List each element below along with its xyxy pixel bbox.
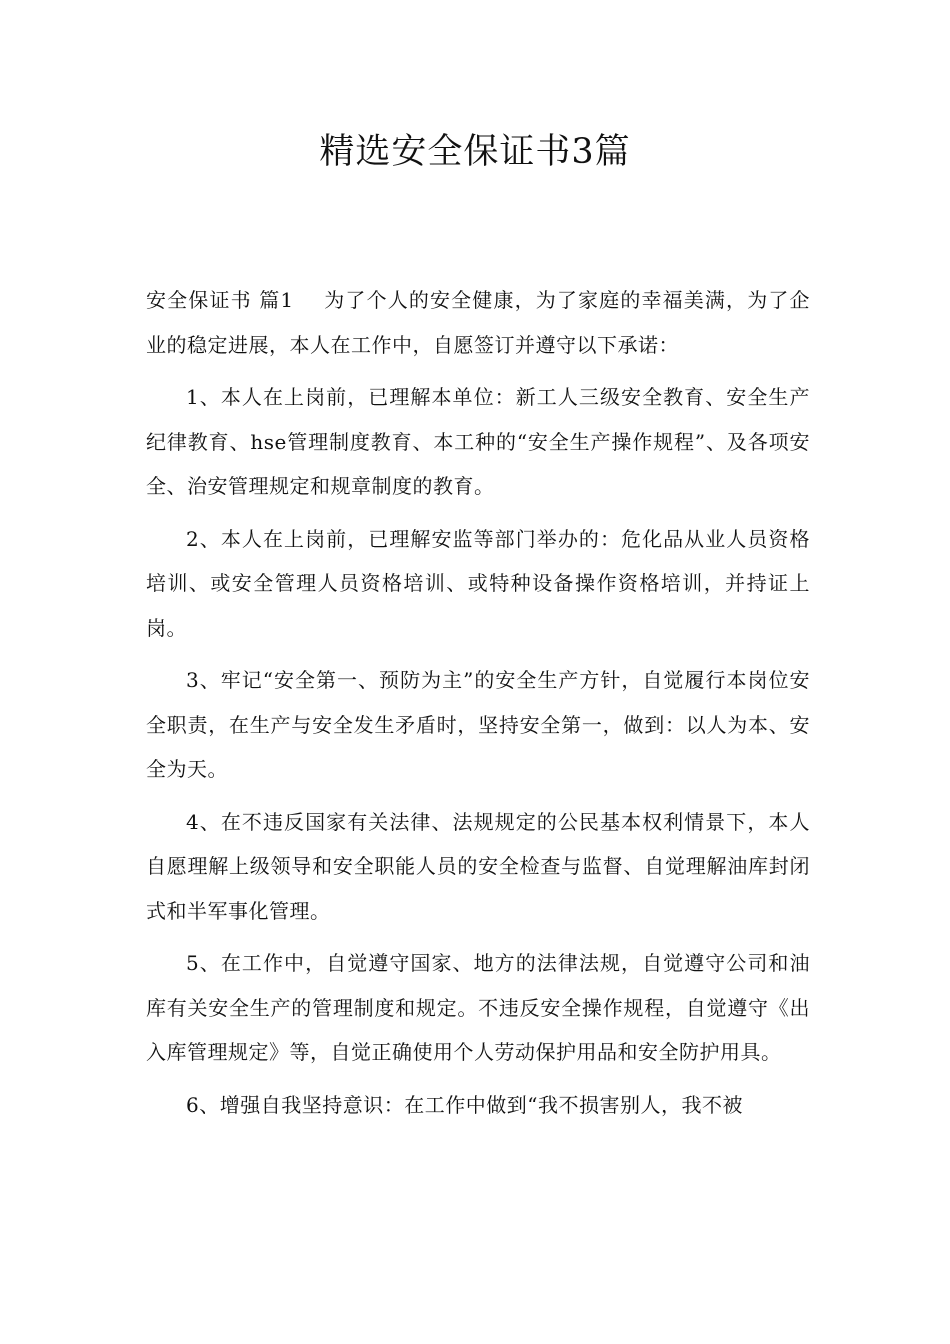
list-item: 5、在工作中，自觉遵守国家、地方的法律法规，自觉遵守公司和油库有关安全生产的管理制度和规定。不违反安全操作规程，自觉遵守《出入库管理规定》等，自觉正确使用个人劳动保护用品和安全防护用具。	[146, 951, 810, 1064]
intro-text: 为了个人的安全健康，为了家庭的幸福美满，为了企业的稳定进展，本人在工作中，自愿签订并遵守以下承诺：	[146, 288, 811, 357]
intro-paragraph	[146, 278, 810, 367]
list-item: 2、本人在上岗前，已理解安监等部门举办的：危化品从业人员资格培训、或安全管理人员资格培训、或特种设备操作资格培训，并持证上岗。	[146, 526, 810, 640]
document-title: 精选安全保证书3篇	[319, 132, 631, 172]
list-item: 3、牢记“安全第一、预防为主”的安全生产方针，自觉履行本岗位安全职责，在生产与安全发生矛盾时，坚持安全第一，做到：以人为本、安全为天。	[146, 668, 810, 781]
list-item: 1、本人在上岗前，已理解本单位：新工人三级安全教育、安全生产纪律教育、hse管理制度教育、本工种的“安全生产操作规程”、及各项安全、治安管理规定和规章制度的教育。	[146, 385, 810, 498]
list-item: 4、在不违反国家有关法律、法规规定的公民基本权利情景下，本人自愿理解上级领导和安全职能人员的安全检查与监督、自觉理解油库封闭式和半军事化管理。	[146, 809, 810, 923]
section-label: 安全保证书 篇1	[146, 288, 294, 312]
list-item: 6、增强自我坚持意识：在工作中做到“我不损害别人，我不被	[186, 1092, 743, 1117]
document-body	[146, 278, 810, 1135]
